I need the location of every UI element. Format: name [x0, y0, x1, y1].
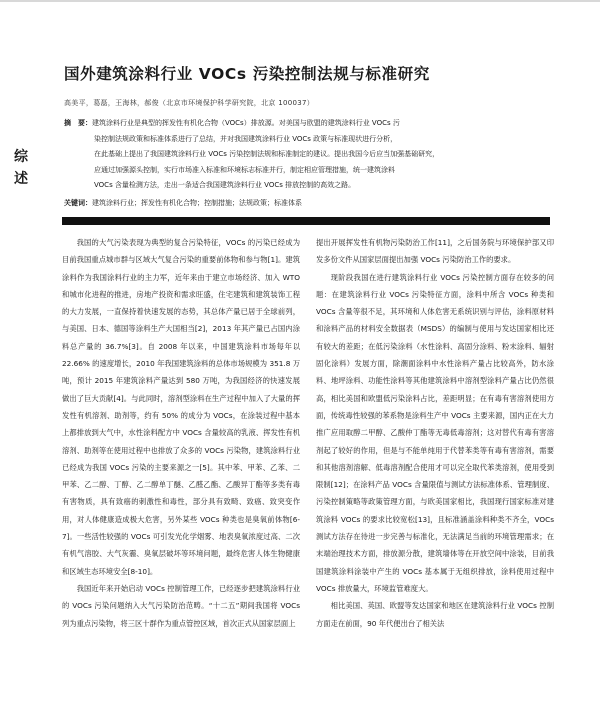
abstract-text: 建筑涂料行业是典型的挥发性有机化合物（VOCs）排放源。对美国与欧盟的建筑涂料行业 VOCs 污 — [92, 119, 400, 127]
abstract-line: 在此基础上提出了我国建筑涂料行业 VOCs 污染控制法规和标准制定的建议。提出我国今后应当加强基础研究， — [94, 150, 440, 158]
section-tag — [10, 146, 32, 190]
authors-line: 高美平，葛磊，王海林，郝俊（北京市环境保护科学研究院，北京 100037） — [64, 99, 315, 107]
abstract-line: 应通过加强源头控制，实行市场准入标准和环境标志标准并行，制定相应管理措施，统一建筑涂料 — [94, 165, 395, 174]
abstract-label: 摘 要： — [64, 119, 92, 127]
article-title: 国外建筑涂料行业 VOCs 污染控制法规与标准研究 — [64, 65, 430, 83]
body-paragraph: 现阶段我国在进行建筑涂料行业 VOCs 污染控制方面存在较多的问题：在建筑涂料行业 VOCs 污染特征方面，涂料中所含 VOCs 种类和 VOCs 含量等很不足，其环境和人体危害无系统识别与评估，涂料原材料和涂料产品的材料安全数据表（MSDS）的编制与使用与发达国家相比还有较大的差距；在低污染涂料（水性涂料、高固分涂料、粉末涂料、辐射固化涂料）发展方面，除潮面涂料中水性涂料产量占比较高外，防水涂料、地坪涂料、功能性涂料等其他建筑涂料中溶剂型涂料产量占比仍然很高，相比美国和欧盟低污染涂料占比，差距明显；在有毒有害溶剂使用方面，传统毒性较强的苯系物是涂料生产中 VOCs 主要来源，国内正在大力推广应用取醇二甲醇、乙酸仲丁酯等无毒低毒溶剂；这对替代有毒有害溶剂起了较好的作用，但是与不能单纯用于代替苯类等有毒有害溶剂，需要和其他溶剂溶解、低毒溶剂配合使用才可以完全取代苯类溶剂，使用受到限制[12]；在涂料产品 VOCs 含量限值与测试方法标准体系、管理制度、污染控制策略等政策管理方面，与欧美国家相比，我国现行国家标准对建筑涂料 VOCs 的要求比较宽松[13]，且标准涵盖涂料种类不齐全，VOCs 测试方法存在待进一步完善与标准化，无法满足当前的环境管理需求；在末端治理技术方面，排放源分散，建筑墙体等在开放空间中涂装，目前我国建筑涂料涂装中产生的 VOCs 基本属于无组织排放，涂料使用过程中 VOCs 排放量大，环境监管难度大。 — [316, 272, 554, 593]
section-tag-char: 综 — [14, 149, 28, 165]
body-column-left — [62, 234, 300, 632]
body-paragraph: 相比美国、英国、欧盟等发达国家和地区在建筑涂料行业 VOCs 控制方面走在前面，90 年代便出台了相关法 — [316, 601, 554, 628]
body-column-right — [316, 234, 554, 632]
section-tag-char: 述 — [14, 171, 28, 187]
section-divider-bar — [62, 217, 550, 225]
top-rule — [0, 0, 600, 2]
body-paragraph: 我国近年来开始启动 VOCs 控制管理工作，已经逐步把建筑涂料行业的 VOCs 污染问题纳入大气污染防治范畴。“十二五”期间我国将 VOCs 列为重点污染物，将三区十群作为重点管控区域，首次正式从国家层面上 — [62, 583, 300, 628]
abstract-line — [64, 116, 544, 132]
keywords-label: 关键词： — [64, 199, 92, 207]
keywords-text: 建筑涂料行业；挥发性有机化合物；控制措施；法规政策；标准体系 — [92, 199, 302, 207]
body-paragraph: 我国的大气污染表现为典型的复合污染特征，VOCs 的污染已经成为目前我国重点城市群与区域大气复合污染的重要前体物和参与物[1]。建筑涂料作为我国涂料行业的主力军，近年来由于建立市场经济、加入 WTO 和城市化进程的推进，房地产投资和需求旺盛，住宅建筑和建筑装饰工程的大力发展，一直保持着快速发展的态势，其总体产量已居于全球前列，与美国、日本、德国等涂料生产大国相当[2]，2013 年其产量已占国内涂料总产量的 36.7%[3]。自 2008 年以来，中国建筑涂料市场每年以 22.66% 的速度增长，2010 年我国建筑涂料的总体市场规模为 351.8 万吨，预计 2015 年建筑涂料产量达到 580 万吨，为我国经济的快速发展做出了巨大贡献[4]。与此同时，溶剂型涂料在生产过程中加入了大量的挥发性有机溶剂、助剂等，约有 50% 的成分为 VOCs，在涂装过程中基本上都排放到大气中，水性涂料配方中 VOCs 含量较高的乳液、挥发性有机溶剂、助剂等在使用过程中也排放了众多的 VOCs 污染物，建筑涂料行业已经成为我国 VOCs 污染的主要来源之一[5]。其中苯、甲苯、乙苯、二甲苯、乙二醇、丁醇、乙二醇单丁醚、乙醛乙酯、乙酸异丁酯等多类有毒有害物质，具有致癌的刺激性和毒性，部分具有致畸、致癌、致突变作用，对人体健康造成极大危害，另外某些 VOCs 种类也是臭氧前体物[6-7]。一些活性较强的 VOCs 可引发光化学烟雾、地表臭氧浓度过高、二次有机气溶胶、大气灰霾、臭氧层破坏等环境问题，最终危害人体生物健康和区域生态环境安全[8-10]。 — [62, 238, 300, 576]
abstract-line: 染控制法规政策和标准体系进行了总结，并对我国建筑涂料行业 VOCs 政策与标准现状进行分析， — [94, 134, 398, 143]
body-paragraph: 提出开展挥发性有机物污染防治工作[11]，之后国务院与环境保护部又印发多份文件从国家层面提出加强 VOCs 污染防治工作的要求。 — [316, 238, 554, 265]
abstract-line: VOCs 含量检测方法，走出一条适合我国建筑涂料行业 VOCs 排放控制的高效之路。 — [94, 181, 356, 189]
abstract — [64, 116, 544, 194]
keywords — [64, 198, 544, 208]
